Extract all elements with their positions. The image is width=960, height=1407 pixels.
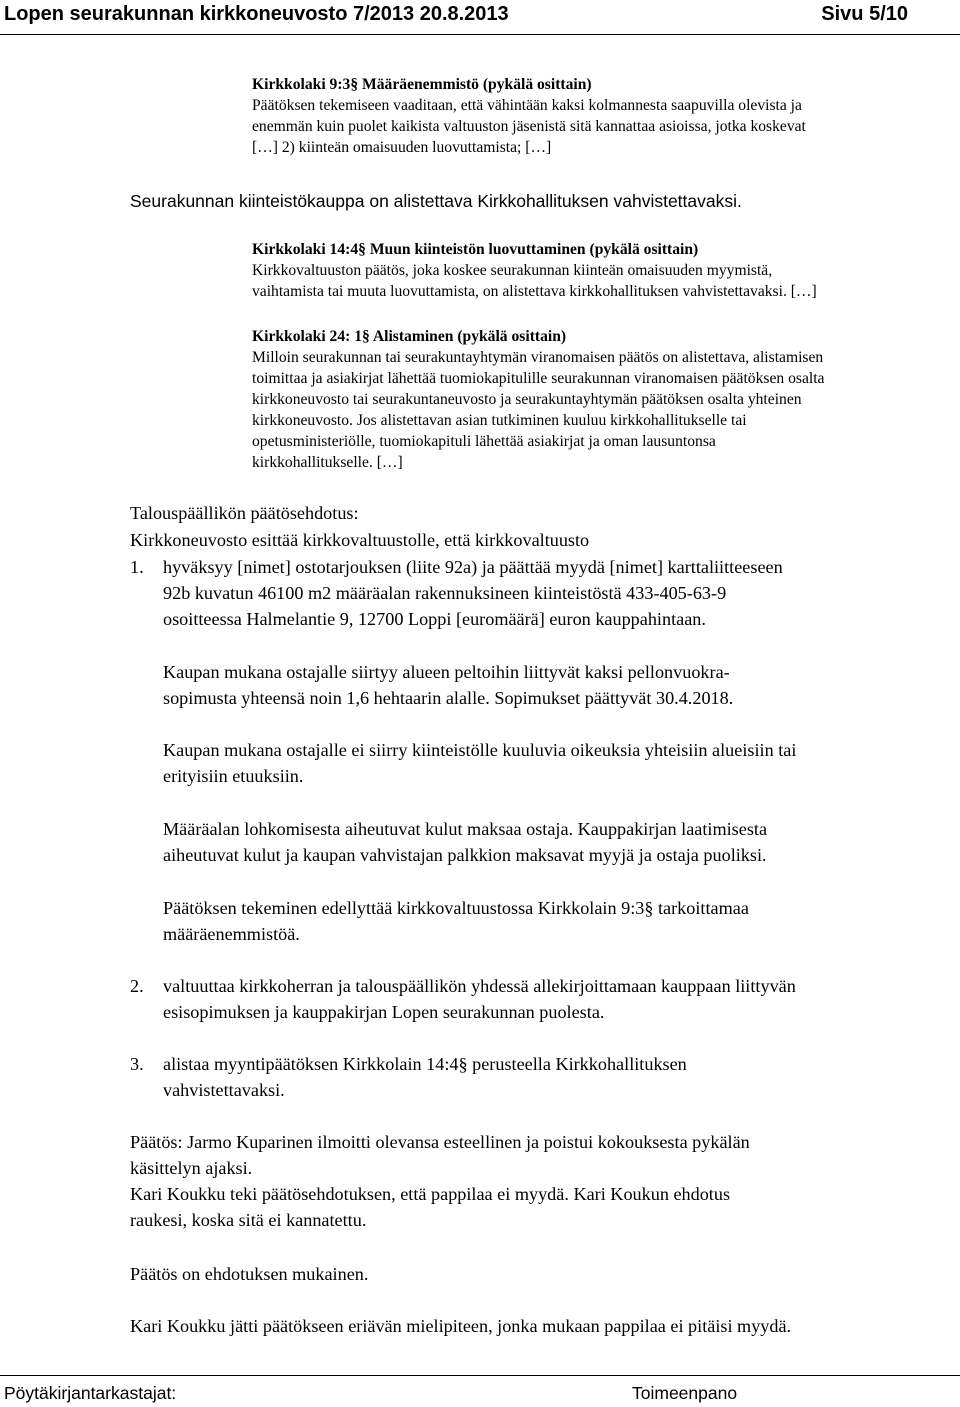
item-2-text <box>163 973 958 1025</box>
paragraph-line: aiheutuvat kulut ja kaupan vahvistajan palkkion maksavat myyjä ja ostaja puoliksi. <box>163 845 767 865</box>
law-text-line: Kirkkovaltuuston päätös, joka koskee seurakunnan kiinteän omaisuuden myymistä, <box>252 262 773 279</box>
law-text-line: enemmän kuin puolet kaikista valtuuston jäsenistä sitä kannattaa asioissa, jotka koskevat <box>252 118 806 135</box>
law-text-line: opetusministeriölle, tuomiokapituli lähettää asiakirjat ja oman lausuntonsa <box>252 433 716 450</box>
paragraph-line: Päätöksen tekeminen edellyttää kirkkovaltuustossa Kirkkolain 9:3§ tarkoittamaa <box>163 898 749 918</box>
law-text-line: kirkkoneuvosto tai seurakuntaneuvosto ja seurakuntayhtymän päätöksen osalta yhteinen <box>252 391 802 408</box>
proposal-intro: Kirkkoneuvosto esittää kirkkovaltuustolle, että kirkkovaltuusto <box>130 530 590 550</box>
item-3-text <box>163 1051 958 1103</box>
paragraph-line: Määräalan lohkomisesta aiheutuvat kulut maksaa ostaja. Kauppakirjan laatimisesta <box>163 819 768 839</box>
law-text-line: Milloin seurakunnan tai seurakuntayhtymän viranomaisen päätös on alistettava, alistamisen <box>252 349 824 366</box>
item-1-text <box>163 554 958 632</box>
law-text-line: toimittaa ja asiakirjat lähettää tuomiokapitulille seurakunnan viranomaisen päätöksen osalta <box>252 370 825 387</box>
item-line: osoitteessa Halmelantie 9, 12700 Loppi [euromäärä] euron kauppahintaan. <box>163 609 706 629</box>
item-line: esisopimuksen ja kauppakirjan Lopen seurakunnan puolesta. <box>163 1002 605 1022</box>
law-text-line: kirkkoneuvosto. Jos alistettavan asian tutkiminen kuuluu kirkkohallitukselle tai <box>252 412 747 429</box>
item-line: hyväksyy [nimet] ostotarjouksen (liite 92a) ja päättää myydä [nimet] karttaliitteeseen <box>163 557 783 577</box>
law-quote-24-1 <box>252 326 952 473</box>
page-header <box>0 0 960 35</box>
item-number: 1. <box>130 557 144 577</box>
document-title: Lopen seurakunnan kirkkoneuvosto 7/2013 20.8.2013 <box>4 3 509 25</box>
item-line: vahvistettavaksi. <box>163 1080 285 1100</box>
footer-divider <box>0 1375 960 1376</box>
dissent-note: Kari Koukku jätti päätökseen eriävän mielipiteen, jonka mukaan pappilaa ei pitäisi myydä. <box>130 1316 792 1336</box>
decision-final: Päätös on ehdotuksen mukainen. <box>130 1264 369 1284</box>
item-1-paragraph-majority <box>163 895 958 947</box>
decision-line: käsittelyn ajaksi. <box>130 1158 253 1178</box>
law-heading: Kirkkolaki 14:4§ Muun kiinteistön luovuttaminen (pykälä osittain) <box>252 241 699 258</box>
item-line: alistaa myyntipäätöksen Kirkkolain 14:4§ perusteella Kirkkohallituksen <box>163 1054 687 1074</box>
law-quote-9-3 <box>252 74 952 158</box>
page-number: Sivu 5/10 <box>821 3 908 25</box>
law-text-line: kirkkohallitukselle. […] <box>252 454 403 471</box>
decision-text <box>130 1129 950 1233</box>
decision-line: raukesi, koska sitä ei kannatettu. <box>130 1210 367 1230</box>
paragraph-line: määräenemmistöä. <box>163 924 300 944</box>
footer-implementation-label: Toimeenpano <box>632 1383 738 1403</box>
item-1-paragraph-costs <box>163 816 958 868</box>
item-1-paragraph-rights <box>163 737 958 789</box>
paragraph-line: sopimusta yhteensä noin 1,6 hehtaarin alalle. Sopimukset päättyvät 30.4.2018. <box>163 688 734 708</box>
item-number: 2. <box>130 976 144 996</box>
law-heading: Kirkkolaki 9:3§ Määräenemmistö (pykälä osittain) <box>252 76 592 93</box>
proposal-title: Talouspäällikön päätösehdotus: <box>130 503 359 523</box>
law-heading: Kirkkolaki 24: 1§ Alistaminen (pykälä osittain) <box>252 328 567 345</box>
decision-line: Kari Koukku teki päätösehdotuksen, että pappilaa ei myydä. Kari Koukun ehdotus <box>130 1184 731 1204</box>
footer-reviewers-label: Pöytäkirjantarkastajat: <box>4 1383 177 1403</box>
paragraph-line: Kaupan mukana ostajalle ei siirry kiinteistölle kuuluvia oikeuksia yhteisiin alueisiin tai <box>163 740 797 760</box>
item-line: valtuuttaa kirkkoherran ja talouspäällikön yhdessä allekirjoittamaan kauppaan liittyvän <box>163 976 796 996</box>
approval-note: Seurakunnan kiinteistökauppa on alistettava Kirkkohallituksen vahvistettavaksi. <box>130 191 742 211</box>
law-text-line: […] 2) kiinteän omaisuuden luovuttamista; […] <box>252 139 552 156</box>
paragraph-line: Kaupan mukana ostajalle siirtyy alueen peltoihin liittyvät kaksi pellonvuokra- <box>163 662 730 682</box>
law-text-line: vaihtamista tai muuta luovuttamista, on alistettava kirkkohallituksen vahvistettavaksi. […] <box>252 283 817 300</box>
decision-line: Päätös: Jarmo Kuparinen ilmoitti olevansa esteellinen ja poistui kokouksesta pykälän <box>130 1132 750 1152</box>
law-quote-14-4 <box>252 239 952 302</box>
item-line: 92b kuvatun 46100 m2 määräalan rakennuksineen kiinteistöstä 433-405-63-9 <box>163 583 727 603</box>
item-1-paragraph-lease <box>163 659 958 711</box>
item-number: 3. <box>130 1054 144 1074</box>
law-text-line: Päätöksen tekemiseen vaaditaan, että vähintään kaksi kolmannesta saapuvilla olevista ja <box>252 97 802 114</box>
paragraph-line: erityisiin etuuksiin. <box>163 766 304 786</box>
